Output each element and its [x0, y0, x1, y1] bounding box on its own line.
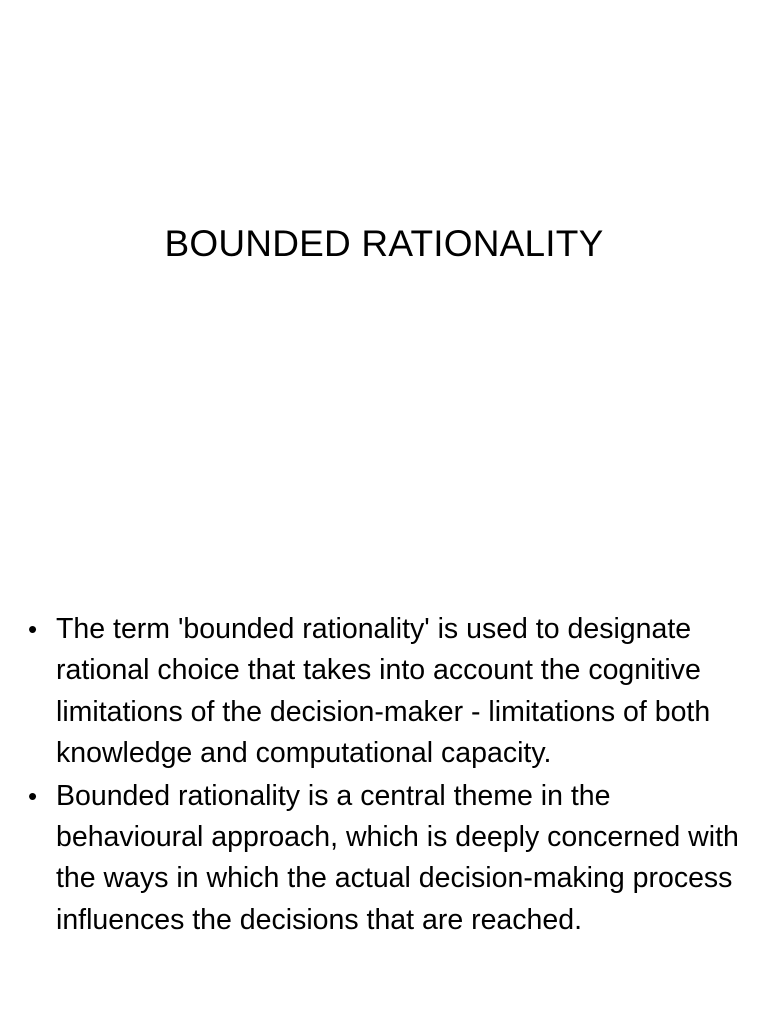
bullet-marker: •: [28, 780, 38, 811]
bullet-marker: •: [28, 614, 38, 644]
slide-title: BOUNDED RATIONALITY: [164, 223, 604, 264]
bullet-text: Bounded rationality is a central theme in the behavioural approach, which is deeply concerned with the ways in which the actual decision-making process influences the decisions that are reached.: [56, 779, 739, 936]
bullet-text: The term 'bounded rationality' is used to designate rational choice that takes into account the cognitive limitations of the decision-maker - limitations of both knowledge and computational capacity.: [56, 613, 711, 770]
bullet-list: [28, 609, 744, 941]
bullet-item: [28, 776, 744, 942]
bullet-item: [28, 609, 744, 775]
